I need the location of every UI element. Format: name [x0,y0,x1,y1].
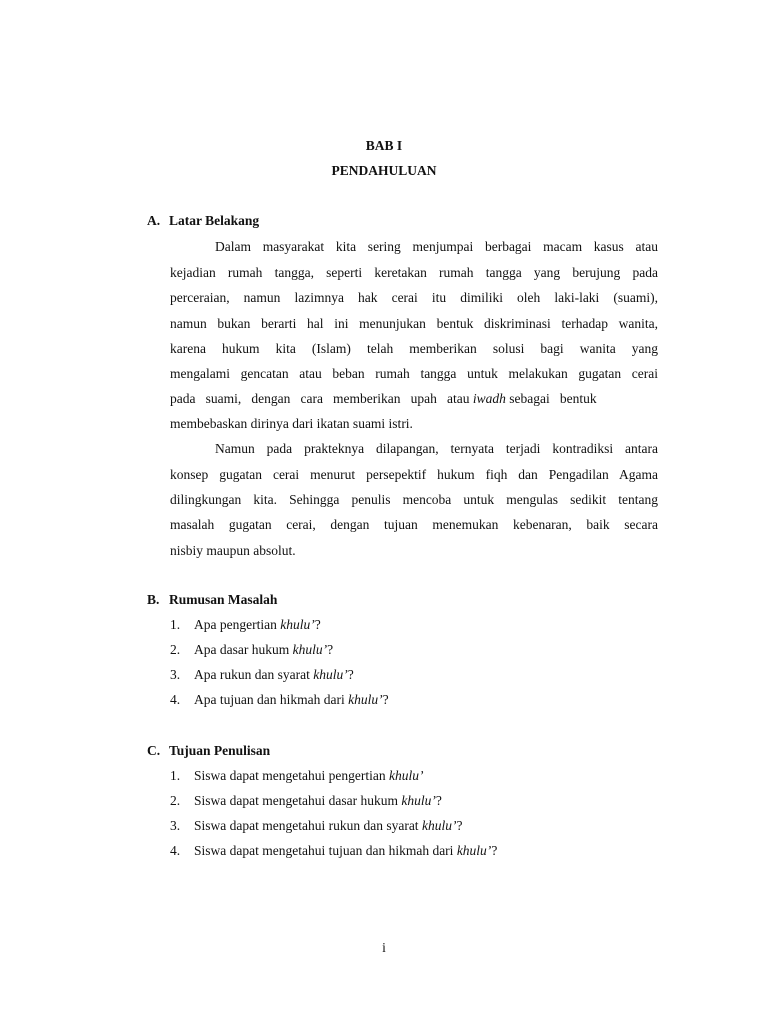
section-c-title: Tujuan Penulisan [169,743,271,758]
list-end: ? [382,692,389,707]
list-text: Siswa dapat mengetahui tujuan dan hikmah dari [194,843,457,858]
paragraph-line: dilingkungan kita. Sehingga penulis mencoba untuk mengulas sedikit tentang [170,492,658,507]
paragraph-line: mengalami gencatan atau beban rumah tangga untuk melakukan gugatan cerai [170,366,658,381]
list-item [170,642,333,658]
iwadh-line-after: sebagai bentuk [509,391,597,406]
khulu-term: khulu’ [388,768,424,783]
list-number: 2. [170,642,181,657]
list-number: 1. [170,768,181,783]
iwadh-line-before: pada suami, dengan cara memberikan upah atau [170,391,470,406]
section-b-mark: B. [147,592,160,607]
paragraph-line: konsep gugatan cerai menurut persepektif hukum fiqh dan Pengadilan Agama [170,467,658,482]
khulu-term: khulu’ [348,692,383,707]
section-c-mark: C. [147,743,161,758]
list-item [170,692,389,708]
list-item [170,793,442,809]
list-end: ? [347,667,354,682]
khulu-term: khulu’ [421,818,457,833]
section-a-mark: A. [147,213,161,228]
paragraph-line: nisbiy maupun absolut. [170,543,296,558]
iwadh-term: iwadh [472,391,506,406]
list-item [170,843,497,859]
chapter-title: PENDAHULUAN [331,163,437,178]
page-number: i [382,940,386,955]
khulu-term: khulu’ [292,642,328,657]
paragraph-line: Dalam masyarakat kita sering menjumpai berbagai macam kasus atau [215,239,658,254]
list-text: Apa pengertian [194,617,281,632]
list-number: 4. [170,692,181,707]
list-item [170,768,423,784]
list-text: Apa rukun dan syarat [194,667,314,682]
list-item [170,667,354,683]
paragraph-line: Namun pada prakteknya dilapangan, ternyata terjadi kontradiksi antara [215,441,658,456]
list-number: 3. [170,667,181,682]
list-text: Siswa dapat mengetahui pengertian [194,768,389,783]
list-text: Apa dasar hukum [194,642,293,657]
list-text: Siswa dapat mengetahui dasar hukum [194,793,402,808]
list-text: Apa tujuan dan hikmah dari [194,692,349,707]
paragraph-line: namun bukan berarti hal ini menunjukan bentuk diskriminasi terhadap wanita, [170,316,658,331]
list-number: 4. [170,843,181,858]
list-end: ? [327,642,334,657]
list-end: ? [435,793,442,808]
list-end: ? [456,818,463,833]
chapter-label: BAB I [365,138,403,153]
paragraph-line: karena hukum kita (Islam) telah memberikan solusi bagi wanita yang [170,341,658,356]
list-item [170,617,321,633]
list-number: 1. [170,617,181,632]
paragraph-line-iwadh [170,390,658,408]
list-number: 2. [170,793,181,808]
section-a-heading [147,213,259,229]
khulu-term: khulu’ [401,793,436,808]
paragraph-line: perceraian, namun lazimnya hak cerai itu dimiliki oleh laki-laki (suami), [170,290,658,305]
paragraph-line: membebaskan dirinya dari ikatan suami istri. [170,416,413,431]
section-b-title: Rumusan Masalah [169,592,278,607]
list-text: Siswa dapat mengetahui rukun dan syarat [194,818,422,833]
list-number: 3. [170,818,181,833]
list-item [170,818,462,834]
section-c-heading [147,743,270,759]
section-a-title: Latar Belakang [169,213,260,228]
list-end: ? [314,617,321,632]
list-end: ? [491,843,498,858]
paragraph-line: masalah gugatan cerai, dengan tujuan menemukan kebenaran, baik secara [170,517,658,532]
khulu-term: khulu’ [280,617,315,632]
section-b-heading [147,592,277,608]
paragraph-line: kejadian rumah tangga, seperti keretakan rumah tangga yang berujung pada [170,265,658,280]
khulu-term: khulu’ [456,843,492,858]
khulu-term: khulu’ [313,667,348,682]
